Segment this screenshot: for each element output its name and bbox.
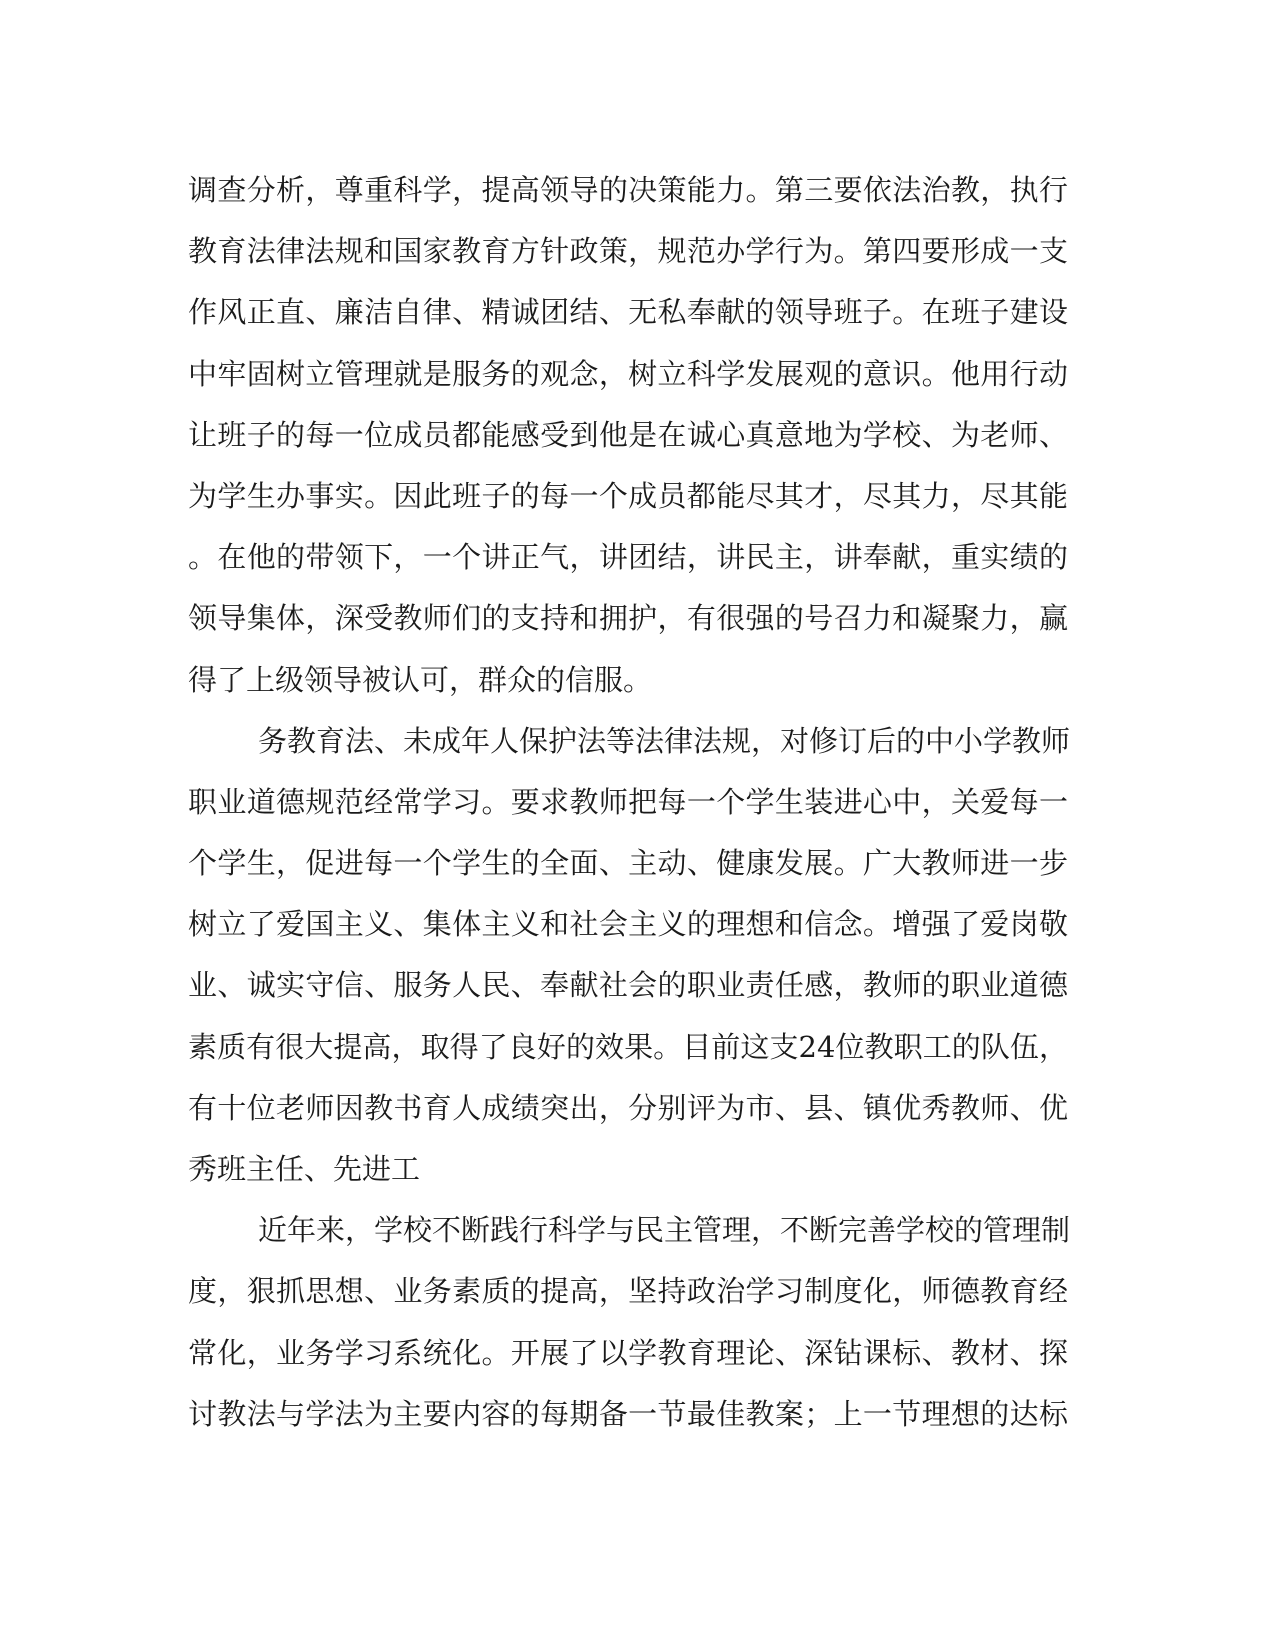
text-line: 作风正直、廉洁自律、精诚团结、无私奉献的领导班子。在班子建设 [188,295,1068,330]
text-line: 领导集体，深受教师们的支持和拥护，有很强的号召力和凝聚力，赢 [188,601,1068,636]
text-line: 常化，业务学习系统化。开展了以学教育理论、深钻课标、教材、探 [188,1335,1068,1370]
document-body [188,160,1071,1445]
text-line: 度，狠抓思想、业务素质的提高，坚持政治学习制度化，师德教育经 [188,1274,1068,1309]
text-line: 个学生，促进每一个学生的全面、主动、健康发展。广大教师进一步 [188,846,1068,881]
paragraph-leadership [188,160,1068,711]
text-line: 秀班主任、先进工 [188,1152,421,1186]
paragraph-management [188,1200,1071,1445]
text-line: 中牢固树立管理就是服务的观念，树立科学发展观的意识。他用行动 [188,356,1068,391]
text-line: 有十位老师因教书育人成绩突出，分别评为市、县、镇优秀教师、优 [188,1090,1068,1125]
text-line: 职业道德规范经常学习。要求教师把每一个学生装进心中，关爱每一 [188,784,1068,819]
text-line: 让班子的每一位成员都能感受到他是在诚心真意地为学校、为老师、 [188,417,1068,452]
text-line: 得了上级领导被认可，群众的信服。 [188,662,653,697]
text-line: 树立了爱国主义、集体主义和社会主义的理想和信念。增强了爱岗敬 [188,907,1068,942]
text-line: 。在他的带领下，一个讲正气，讲团结，讲民主，讲奉献，重实绩的 [188,540,1068,575]
text-line: 近年来，学校不断践行科学与民主管理，不断完善学校的管理制 [258,1213,1071,1248]
text-line: 务教育法、未成年人保护法等法律法规，对修订后的中小学教师 [258,723,1071,758]
text-line: 为学生办事实。因此班子的每一个成员都能尽其才，尽其力，尽其能 [188,478,1068,513]
text-line: 调查分析，尊重科学，提高领导的决策能力。第三要依法治教，执行 [188,173,1068,207]
text-line: 讨教法与学法为主要内容的每期备一节最佳教案；上一节理想的达标 [188,1396,1068,1431]
text-line: 素质有很大提高，取得了良好的效果。目前这支24位教职工的队伍， [188,1029,1068,1064]
paragraph-teacher-ethics [188,711,1071,1201]
text-line: 教育法律法规和国家教育方针政策，规范办学行为。第四要形成一支 [188,234,1068,269]
text-line: 业、诚实守信、服务人民、奉献社会的职业责任感，教师的职业道德 [188,968,1068,1003]
